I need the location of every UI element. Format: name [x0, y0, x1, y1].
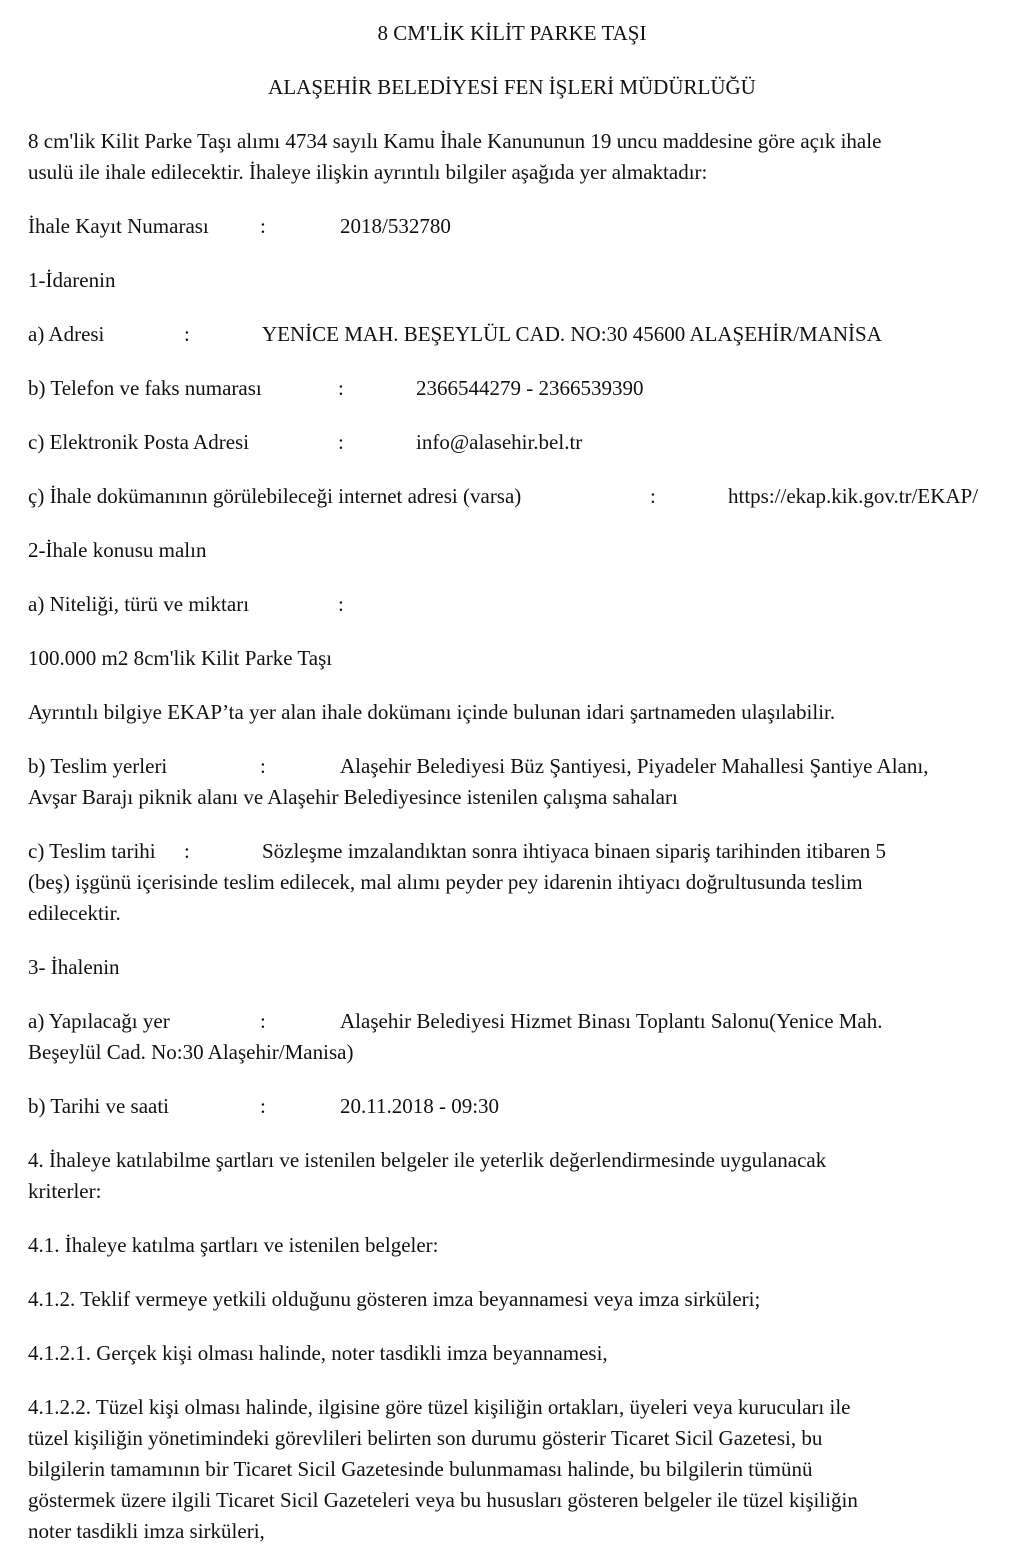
delivery-date-value: Sözleşme imzalandıktan sonra ihtiyaca binaen sipariş tarihinden itibaren 5 [262, 839, 886, 863]
delivery-date-value: (beş) işgünü içerisinde teslim edilecek, mal alımı peyder pey idarenin ihtiyacı doğrultusunda teslim [28, 870, 863, 894]
tender-place-value: Alaşehir Belediyesi Hizmet Binası Toplantı Salonu(Yenice Mah. [340, 1009, 883, 1033]
detail-note: Ayrıntılı bilgiye EKAP’ta yer alan ihale dokümanı içinde bulunan idari şartnameden ulaşılabilir. [28, 700, 836, 724]
phone-label: b) Telefon ve faks numarası [28, 376, 262, 400]
delivery-places-colon: : [260, 754, 266, 778]
section-2-heading: 2-İhale konusu malın [28, 538, 207, 562]
email-colon: : [338, 430, 344, 454]
clause-4-1-2-2-line: bilgilerin tamamının bir Ticaret Sicil Gazetesinde bulunmaması halinde, bu bilgilerin tümünü [28, 1457, 813, 1481]
phone-value: 2366544279 - 2366539390 [416, 376, 644, 400]
address-colon: : [184, 322, 190, 346]
section-1-heading: 1-İdarenin [28, 268, 116, 292]
section-4-heading-line: 4. İhaleye katılabilme şartları ve istenilen belgeler ile yeterlik değerlendirmesinde uygulanacak [28, 1148, 827, 1172]
delivery-places-value: Avşar Barajı piknik alanı ve Alaşehir Belediyesince istenilen çalışma sahaları [28, 785, 678, 809]
clause-4-1-2-2-line: noter tasdikli imza sirküleri, [28, 1519, 265, 1543]
tender-place-value: Beşeylül Cad. No:30 Alaşehir/Manisa) [28, 1040, 354, 1064]
clause-4-1-2: 4.1.2. Teklif vermeye yetkili olduğunu gösteren imza beyannamesi veya imza sirküleri; [28, 1287, 761, 1311]
authority-name: ALAŞEHİR BELEDİYESİ FEN İŞLERİ MÜDÜRLÜĞÜ [268, 75, 756, 99]
clause-4-1-2-2-line: tüzel kişiliğin yönetimindeki görevlileri belirten son durumu gösterir Ticaret Sicil Gazetesi, bu [28, 1426, 823, 1450]
clause-4-1-2-2-line: 4.1.2.2. Tüzel kişi olması halinde, ilgisine göre tüzel kişiliğin ortakları, üyeleri veya kurucuları ile [28, 1395, 851, 1419]
nature-label: a) Niteliği, türü ve miktarı [28, 592, 250, 616]
section-3-heading: 3- İhalenin [28, 955, 120, 979]
email-label: c) Elektronik Posta Adresi [28, 430, 250, 454]
clause-4-1-2-1: 4.1.2.1. Gerçek kişi olması halinde, noter tasdikli imza beyannamesi, [28, 1341, 608, 1365]
web-address-label: ç) İhale dokümanının görülebileceği internet adresi (varsa) [28, 484, 522, 508]
delivery-date-value: edilecektir. [28, 901, 121, 925]
tender-datetime-colon: : [260, 1094, 266, 1118]
clause-4-1-2-2-line: göstermek üzere ilgili Ticaret Sicil Gazeteleri veya bu hususları gösteren belgeler ile tüzel kişiliğin [28, 1488, 858, 1512]
delivery-places-value: Alaşehir Belediyesi Büz Şantiyesi, Piyadeler Mahallesi Şantiye Alanı, [340, 754, 929, 778]
delivery-date-label: c) Teslim tarihi [28, 839, 156, 863]
section-4-heading-line: kriterler: [28, 1179, 102, 1203]
address-value: YENİCE MAH. BEŞEYLÜL CAD. NO:30 45600 ALAŞEHİR/MANİSA [262, 322, 882, 346]
tender-place-label: a) Yapılacağı yer [28, 1009, 170, 1033]
tender-place-colon: : [260, 1009, 266, 1033]
nature-value: 100.000 m2 8cm'lik Kilit Parke Taşı [28, 646, 333, 670]
phone-colon: : [338, 376, 344, 400]
address-label: a) Adresi [28, 322, 105, 346]
delivery-date-colon: : [184, 839, 190, 863]
delivery-places-label: b) Teslim yerleri [28, 754, 168, 778]
document-title: 8 CM'LİK KİLİT PARKE TAŞI [377, 21, 647, 45]
tender-datetime-value: 20.11.2018 - 09:30 [340, 1094, 500, 1118]
clause-4-1: 4.1. İhaleye katılma şartları ve istenilen belgeler: [28, 1233, 439, 1257]
intro-line: 8 cm'lik Kilit Parke Taşı alımı 4734 sayılı Kamu İhale Kanununun 19 uncu maddesine göre açık ihale [28, 129, 882, 153]
tender-datetime-label: b) Tarihi ve saati [28, 1094, 170, 1118]
web-address-value: https://ekap.kik.gov.tr/EKAP/ [728, 484, 979, 508]
intro-line: usulü ile ihale edilecektir. İhaleye ilişkin ayrıntılı bilgiler aşağıda yer almaktadır: [28, 160, 708, 184]
email-value: info@alasehir.bel.tr [416, 430, 583, 454]
registration-label: İhale Kayıt Numarası [28, 214, 209, 238]
nature-colon: : [338, 592, 344, 616]
registration-colon: : [260, 214, 266, 238]
registration-value: 2018/532780 [340, 214, 451, 238]
web-address-colon: : [650, 484, 656, 508]
